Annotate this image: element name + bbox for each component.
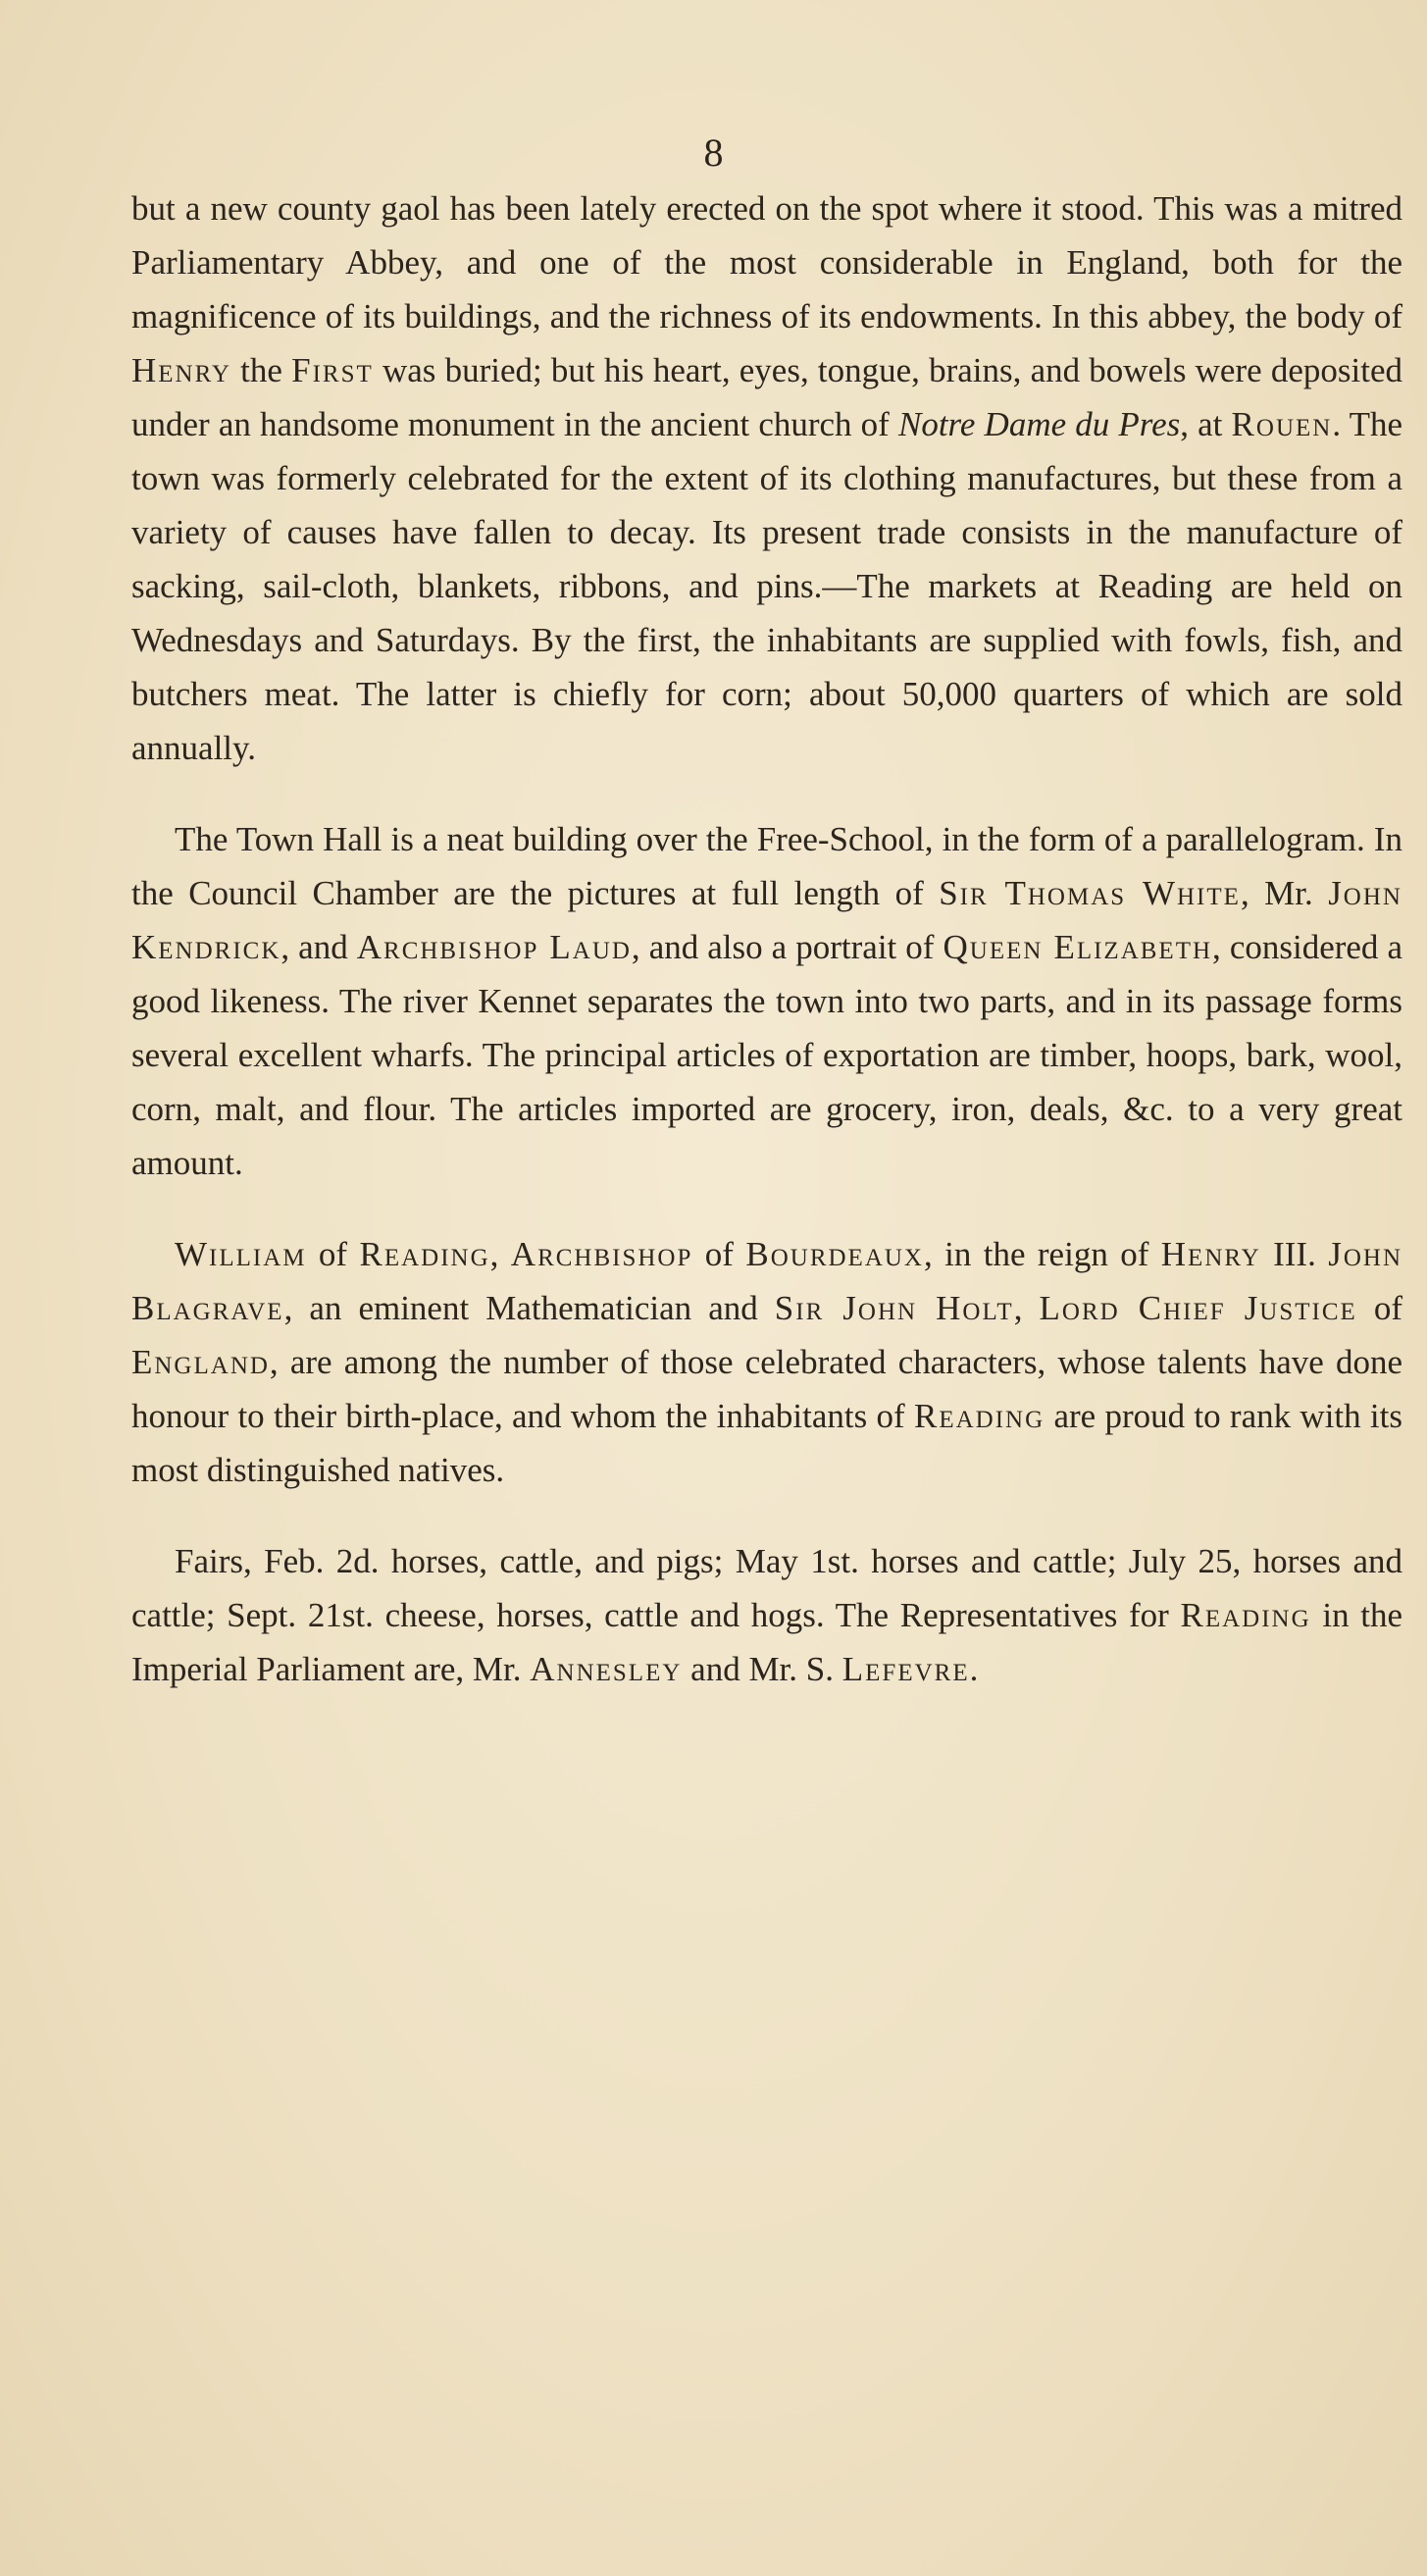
proper-name: John Blagrave — [131, 1235, 1403, 1327]
text-run: Fairs, Feb. 2d. horses, cattle, and pigs; May 1st. horses and cattle; July 25, horses and cattle; Sept. 21st. cheese, horses, cattle and hogs. The Representatives for — [131, 1542, 1402, 1634]
paragraph-notable-natives — [131, 1227, 1402, 1497]
text-run: The Town Hall is a neat building over the Free-School, in the form of a parallelogram. In the Council Chamber are the pictures at full length of — [131, 820, 1402, 912]
paragraph-fairs-representatives — [131, 1534, 1402, 1696]
text-run: was buried; but his heart, eyes, tongue, brains, and bowels were deposited under an handsome monument in the ancient church of — [131, 351, 1402, 443]
body-text — [131, 181, 1402, 1696]
text-run: in the Imperial Parliament are, Mr. — [131, 1596, 1402, 1688]
proper-name: Lord Chief Justice — [1039, 1289, 1357, 1327]
proper-name: Henry — [1160, 1235, 1261, 1273]
text-run: . — [969, 1650, 979, 1688]
proper-name: Queen Elizabeth — [943, 928, 1213, 966]
paragraph-town-hall — [131, 812, 1402, 1190]
text-run: . The town was formerly celebrated for the extent of its clothing manufactures, but these from a variety of causes have fallen to decay. Its present trade consists in the manufacture of sacking, sail-cloth, blankets, ribbons, and pins.—The markets at Reading are held on Wednesdays and Saturdays. By the first, the inhabitants are supplied with fowls, fish, and butchers meat. The latter is chiefly for corn; about 50,000 quarters of which are sold annually. — [131, 405, 1402, 767]
text-run: , in the reign of — [923, 1235, 1161, 1273]
paragraph-abbey-history — [131, 181, 1402, 775]
proper-name: Henry — [131, 351, 231, 389]
proper-name: First — [291, 351, 374, 389]
proper-name: William — [175, 1235, 307, 1273]
proper-name: Reading — [1180, 1596, 1311, 1634]
proper-name: Archbishop — [510, 1235, 693, 1273]
proper-name: Lefevre — [841, 1650, 970, 1688]
proper-name: Bourdeaux — [745, 1235, 924, 1273]
text-run: , are among the number of those celebrated characters, whose talents have done honour to their birth-place, and whom the inhabitants of — [131, 1343, 1402, 1435]
text-run: of — [1356, 1289, 1403, 1327]
proper-name: Sir Thomas White — [939, 874, 1241, 912]
proper-name: Annesley — [530, 1650, 683, 1688]
text-run: , and — [280, 928, 357, 966]
text-run: , an eminent Mathematician and — [283, 1289, 775, 1327]
text-run: , considered a good likeness. The river Kennet separates the town into two parts, and in its passage forms several excellent wharfs. The principal articles of exportation are timber, hoops, bark, wool, corn, malt, and flour. The articles imported are grocery, iron, deals, &c. to a very great amount. — [131, 928, 1403, 1182]
text-run: are proud to rank with its most distinguished natives. — [131, 1397, 1402, 1489]
text-run: III. — [1260, 1235, 1329, 1273]
proper-name: Rouen — [1231, 405, 1333, 443]
proper-name: Reading — [359, 1235, 490, 1273]
proper-name: Sir John Holt — [774, 1289, 1014, 1327]
proper-name: England — [131, 1343, 270, 1381]
text-run: , at — [1180, 405, 1232, 443]
proper-name: Reading — [914, 1397, 1045, 1435]
text-run: , — [1013, 1289, 1040, 1327]
text-run: the — [230, 351, 292, 389]
text-run: , and also a portrait of — [631, 928, 943, 966]
page-number: 8 — [703, 130, 724, 175]
proper-name: Archbishop Laud — [356, 928, 632, 966]
text-run: , — [489, 1235, 511, 1273]
text-run: of — [692, 1235, 746, 1273]
text-run: of — [306, 1235, 360, 1273]
italic-phrase: Notre Dame du Pres — [897, 405, 1181, 443]
text-run: but a new county gaol has been lately erected on the spot where it stood. This was a mitred Parliamentary Abbey, and one of the most considerable in England, both for the magnificence of its buildings, and the richness of its endowments. In this abbey, the body of — [131, 189, 1402, 335]
text-run: and Mr. S. — [682, 1650, 842, 1688]
proper-name: John Kendrick — [131, 874, 1402, 966]
text-run: , Mr. — [1240, 874, 1329, 912]
